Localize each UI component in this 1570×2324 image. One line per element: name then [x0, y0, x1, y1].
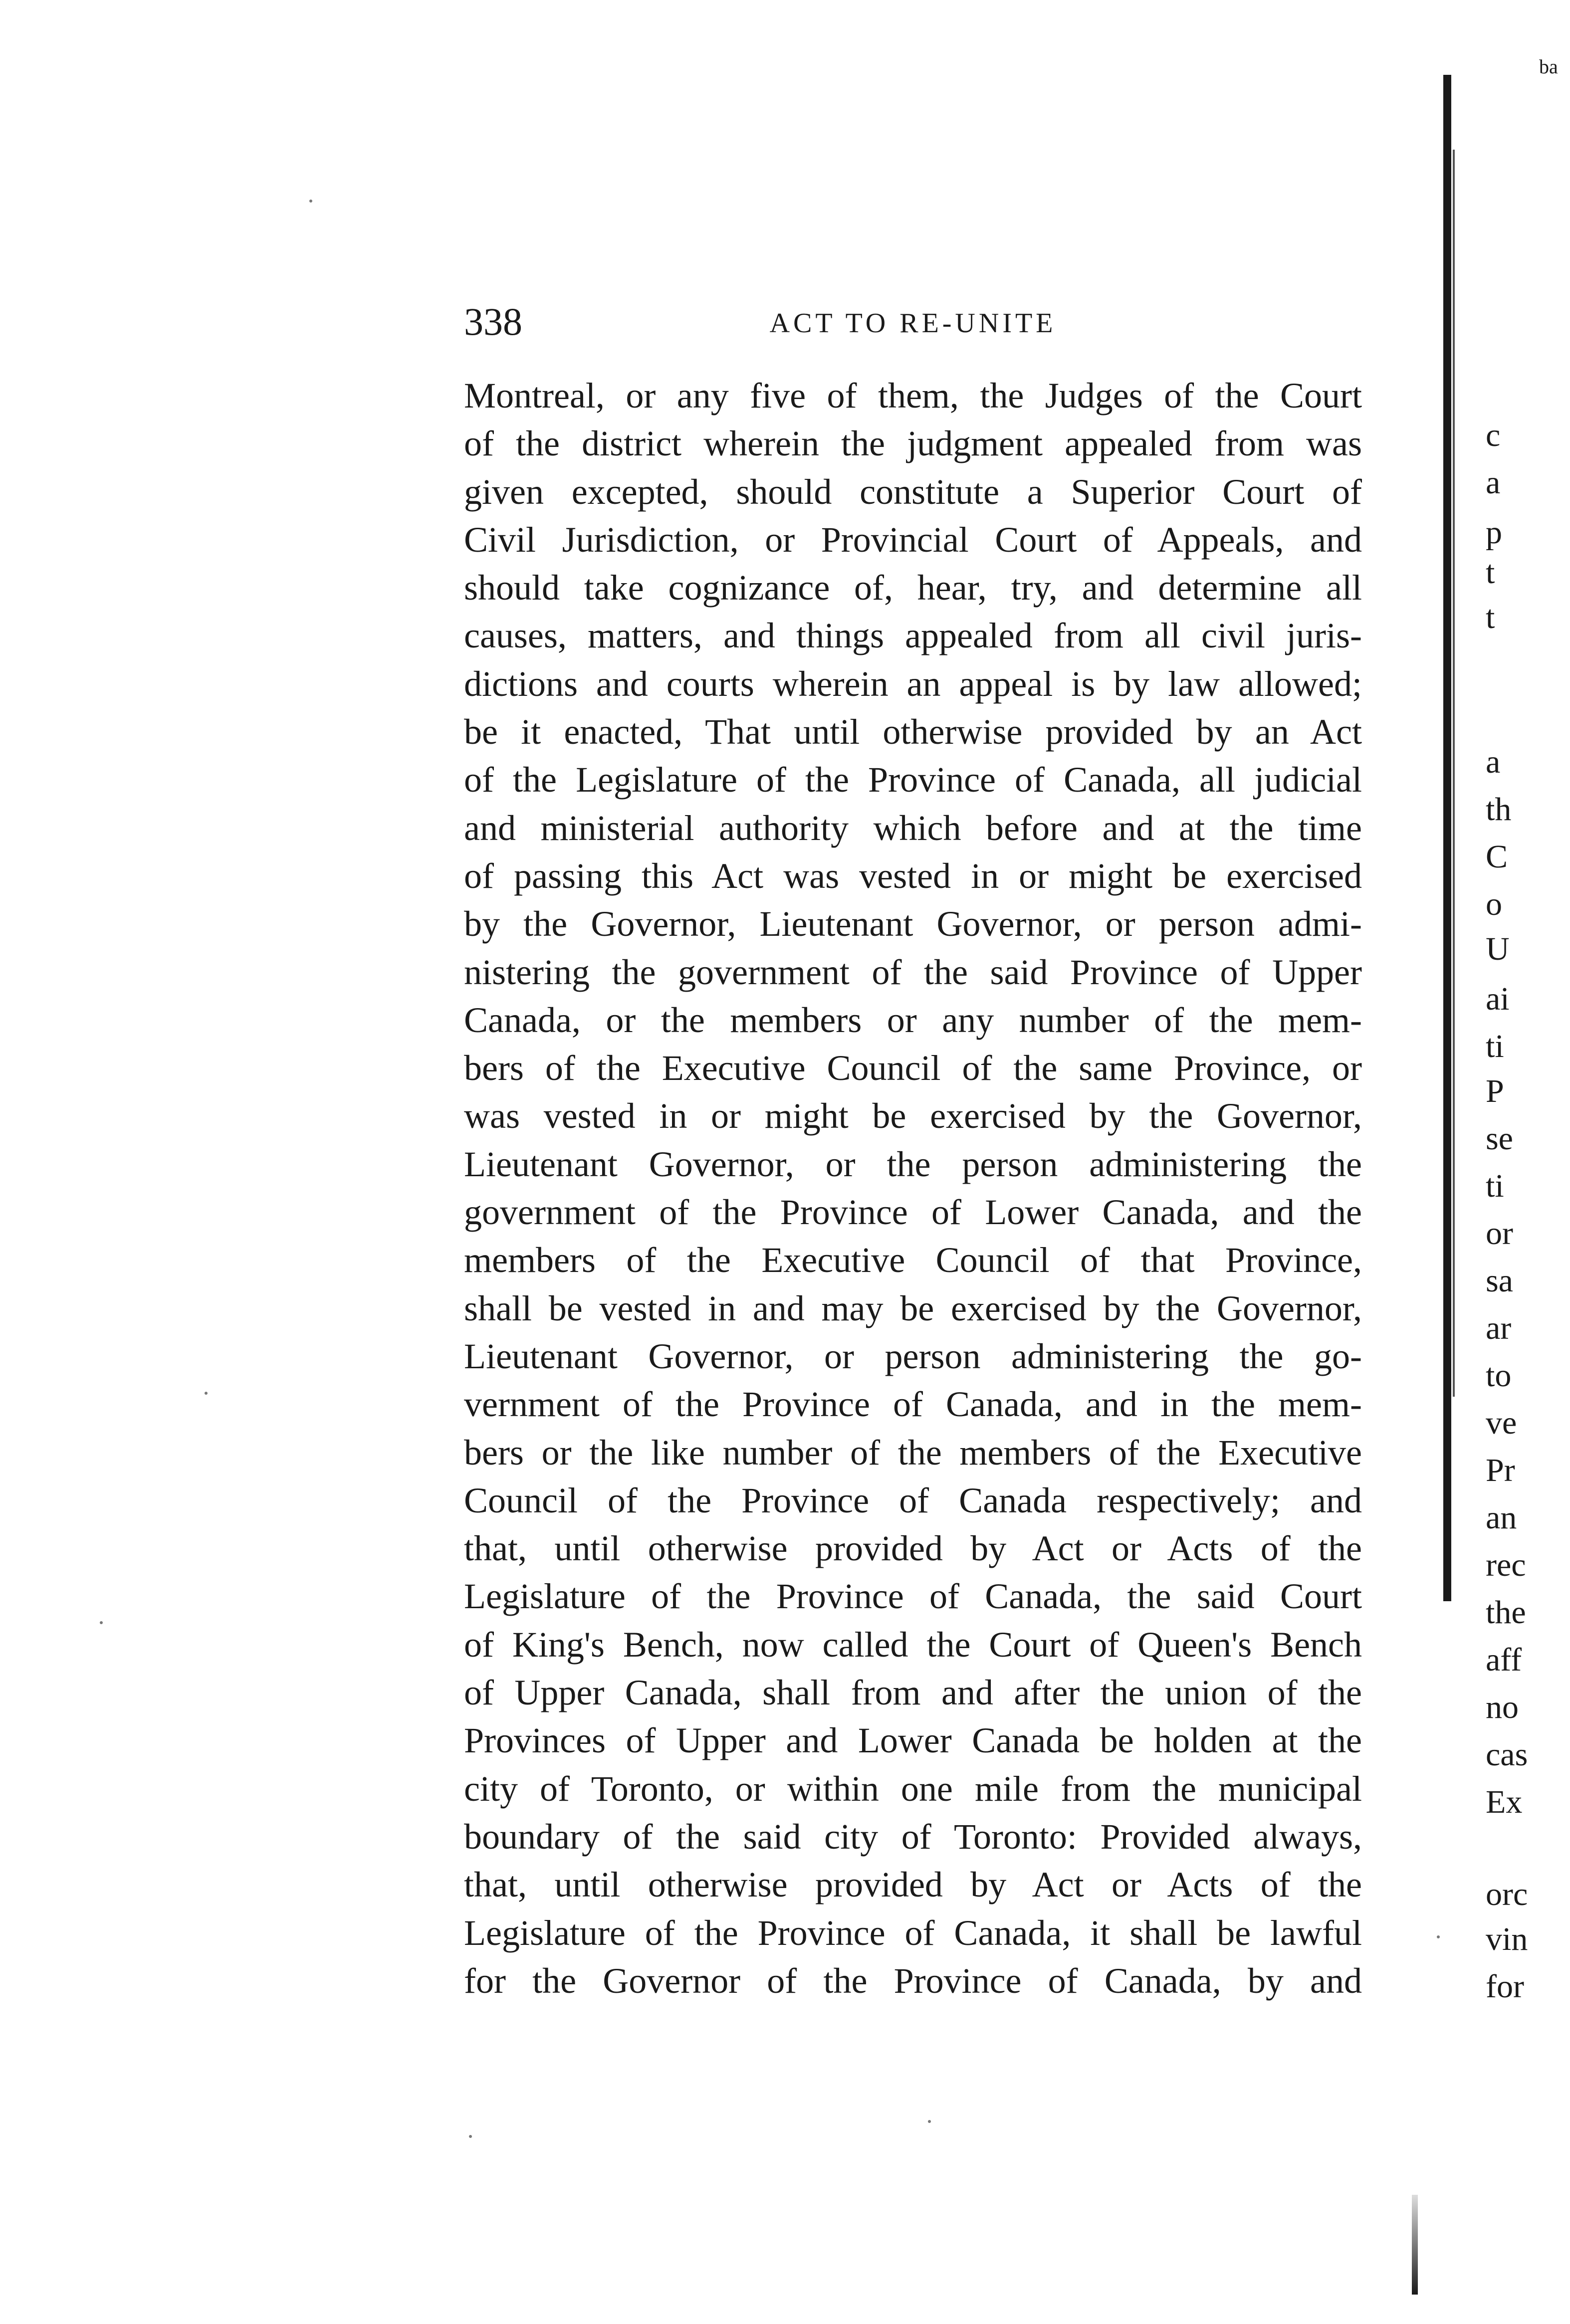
text-line: members of the Executive Council of that Province, [464, 1240, 1362, 1280]
text-line: that, until otherwise provided by Act or Acts of the [464, 1865, 1362, 1905]
text-line: Legislature of the Province of Canada, the said Court [464, 1576, 1362, 1617]
facing-fragment: p [1486, 514, 1502, 551]
facing-fragment: t [1486, 599, 1495, 635]
text-line: of King's Bench, now called the Court of Queen's Bench [464, 1624, 1362, 1665]
body-text [464, 372, 1362, 2005]
facing-fragment: U [1486, 931, 1510, 967]
facing-fragment: orc [1486, 1876, 1528, 1912]
facing-fragment: sa [1486, 1263, 1513, 1299]
facing-fragment: ti [1486, 1028, 1504, 1064]
text-line: government of the Province of Lower Canada, and the [464, 1192, 1362, 1233]
facing-fragment: rec [1486, 1547, 1526, 1583]
page-gutter-edge [1453, 150, 1455, 1397]
facing-fragment: aff [1486, 1642, 1522, 1678]
text-line: Legislature of the Province of Canada, it shall be lawful [464, 1912, 1362, 1953]
text-line: bers or the like number of the members of the Executive [464, 1432, 1362, 1473]
text-line: Provinces of Upper and Lower Canada be holden at the [464, 1720, 1362, 1761]
facing-fragment: a [1486, 744, 1501, 780]
paper-speck [928, 2120, 931, 2123]
text-line: Canada, or the members or any number of the mem- [464, 1000, 1362, 1040]
text-line: vernment of the Province of Canada, and in the mem- [464, 1384, 1362, 1425]
facing-fragment: for [1486, 1968, 1524, 2005]
text-line: nistering the government of the said Province of Upper [464, 952, 1362, 992]
text-line: boundary of the said city of Toronto: Provided always, [464, 1816, 1362, 1857]
facing-fragment: ti [1486, 1168, 1504, 1204]
facing-fragment: ar [1486, 1310, 1512, 1346]
binding-shadow [1412, 2195, 1418, 2295]
text-line: of the district wherein the judgment appealed from was [464, 423, 1362, 464]
text-line: city of Toronto, or within one mile from the municipal [464, 1768, 1362, 1809]
paper-speck [469, 2135, 472, 2138]
text-line: for the Governor of the Province of Canada, by and [464, 1960, 1362, 2001]
text-line: Civil Jurisdiction, or Provincial Court of Appeals, and [464, 519, 1362, 560]
text-line: shall be vested in and may be exercised by the Governor, [464, 1288, 1362, 1328]
text-line: by the Governor, Lieutenant Governor, or person admi- [464, 904, 1362, 944]
facing-fragment: t [1486, 554, 1495, 591]
facing-fragment: Ex [1486, 1784, 1523, 1820]
text-line: causes, matters, and things appealed from all civil juris- [464, 616, 1362, 656]
text-line: Lieutenant Governor, or the person administering the [464, 1144, 1362, 1184]
text-line: Council of the Province of Canada respectively; and [464, 1480, 1362, 1520]
text-line: of passing this Act was vested in or might be exercised [464, 855, 1362, 896]
page-number: 338 [464, 300, 522, 343]
facing-fragment: th [1486, 791, 1512, 828]
facing-fragment: to [1486, 1357, 1512, 1394]
facing-fragment: Pr [1486, 1452, 1515, 1488]
text-line: dictions and courts wherein an appeal is by law allowed; [464, 663, 1362, 704]
text-line: and ministerial authority which before and at the time [464, 808, 1362, 848]
text-line: be it enacted, That until otherwise provided by an Act [464, 712, 1362, 752]
page-header [464, 299, 1362, 344]
facing-fragment: no [1486, 1689, 1519, 1725]
text-line: that, until otherwise provided by Act or Acts of the [464, 1528, 1362, 1569]
facing-fragment: the [1486, 1594, 1526, 1631]
text-line: was vested in or might be exercised by the Governor, [464, 1096, 1362, 1136]
text-line: Lieutenant Governor, or person administering the go- [464, 1336, 1362, 1376]
paper-speck [205, 1392, 208, 1395]
facing-fragment: or [1486, 1215, 1513, 1252]
facing-top-fragment: ba [1539, 55, 1558, 78]
facing-fragment: se [1486, 1120, 1513, 1157]
facing-fragment: o [1486, 886, 1502, 922]
facing-fragment: a [1486, 464, 1501, 501]
facing-fragment: ve [1486, 1405, 1517, 1441]
facing-fragment: cas [1486, 1736, 1528, 1773]
running-title: ACT TO RE-UNITE [769, 308, 1057, 339]
facing-fragment: C [1486, 839, 1508, 875]
facing-fragment: an [1486, 1499, 1517, 1536]
facing-fragment: c [1486, 417, 1501, 453]
facing-fragment: ai [1486, 981, 1510, 1017]
facing-fragment: P [1486, 1073, 1504, 1109]
text-line: given excepted, should constitute a Superior Court of [464, 471, 1362, 512]
paper-speck [1437, 1935, 1440, 1938]
text-line: of Upper Canada, shall from and after the union of the [464, 1673, 1362, 1713]
paper-speck [100, 1621, 103, 1624]
paper-speck [309, 200, 312, 203]
text-line: should take cognizance of, hear, try, and determine all [464, 568, 1362, 608]
facing-fragment: vin [1486, 1921, 1528, 1957]
text-line: bers of the Executive Council of the same Province, or [464, 1048, 1362, 1088]
text-line: Montreal, or any five of them, the Judges of the Court [464, 376, 1362, 416]
text-line: of the Legislature of the Province of Canada, all judicial [464, 760, 1362, 800]
facing-page-edge [1472, 55, 1570, 2245]
page-gutter-shadow [1443, 75, 1451, 1601]
